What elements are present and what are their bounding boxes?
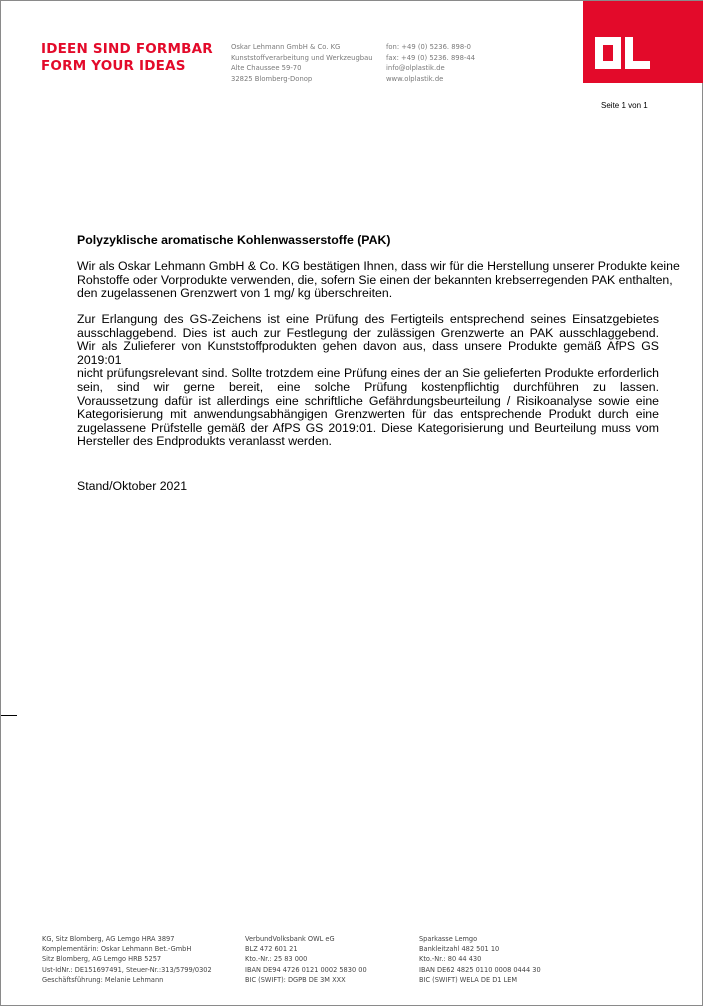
ol-logo [583,1,703,83]
footer-line: Kto.-Nr.: 25 83 000 [245,955,308,964]
paragraph-line: Wir als Zulieferer von Kunststoffprodukten gehen davon aus, dass unsere Produkte gemäß AfPS GS 2019:01 [77,339,659,367]
paragraph-line: zugelassene Prüfstelle gemäß der AfPS GS 2019:01. Diese Kategorisierung und Beurteilung muss vom [77,420,659,435]
company-name: Oskar Lehmann GmbH & Co. KG [231,43,341,51]
footer-line: IBAN DE94 4726 0121 0002 5830 00 [245,965,367,974]
footer-line: Geschäftsführung: Melanie Lehmann [42,975,164,984]
company-address [231,42,373,84]
footer-line: BIC (SWIFT) WELA DE D1 LEM [419,975,518,984]
footer-legal [42,934,212,985]
page-number: Seite 1 von 1 [601,101,648,110]
footer-line: Sparkasse Lemgo [419,935,478,943]
heading-text: Polyzyklische aromatische Kohlenwasserstoffe (PAK) [77,233,391,247]
footer-line: KG, Sitz Blomberg, AG Lemgo HRA 3897 [42,935,175,943]
paragraph-line: Kategorisierung mit anwendungsabhängigen Grenzwerten für das entsprechende Produkt durch eine [77,407,659,422]
ol-logo-mark [595,37,653,71]
paragraph-line: Zur Erlangung des GS-Zeichens ist eine Prüfung des Fertigteils entsprechend seines Einsatzgebietes [77,312,659,326]
fold-mark [1,715,17,716]
footer-line: Sitz Blomberg, AG Lemgo HRB 5257 [42,955,162,964]
paragraph-1 [77,259,680,301]
paragraph-line: Wir als Oskar Lehmann GmbH & Co. KG bestätigen Ihnen, dass wir für die Herstellung unserer Produkte keine [77,259,680,273]
footer-bank-2 [419,934,541,985]
footer-line: BIC (SWIFT): DGPB DE 3M XXX [245,975,346,984]
tagline-english: FORM YOUR IDEAS [41,58,186,74]
tagline [41,41,213,75]
footer-bank-1 [245,934,367,985]
paragraph-2 [77,313,659,449]
company-city: 32825 Blomberg-Donop [231,74,313,83]
company-business: Kunststoffverarbeitung und Werkzeugbau [231,53,373,62]
document-date [77,480,659,494]
footer-line: IBAN DE62 4825 0110 0008 0444 30 [419,965,541,974]
footer-line: Bankleitzahl 482 501 10 [419,945,500,954]
paragraph-line: den zugelassenen Grenzwert von 1 mg/ kg überschreiten. [77,286,393,301]
contact-email: info@olplastik.de [386,64,445,73]
paragraph-line: Voraussetzung dafür ist allerdings eine schriftliche Gefährdungsbeurteilung / Risikoanalyse sowie eine [77,393,659,408]
paragraph-line: ausschlaggebend. Dies ist auch zur Festlegung der zulässigen Grenzwerte an PAK ausschlaggebend. [77,325,659,340]
contact-fax: fax: +49 (0) 5236. 898-44 [386,53,476,62]
footer-line: BLZ 472 601 21 [245,945,298,954]
footer-line: Ust-IdNr.: DE151697491, Steuer-Nr.:313/5799/0302 [42,965,212,974]
paragraph-line: sein, sind wir gerne bereit, eine solche Prüfung kostenpflichtig durchführen zu lassen. [77,379,659,394]
tagline-german: IDEEN SIND FORMBAR [41,41,213,57]
document-heading [77,234,659,248]
footer-line: Kto.-Nr.: 80 44 430 [419,955,482,964]
paragraph-line: Rohstoffe oder Vorprodukte verwenden, die, sofern Sie einen der bekannten krebserregenden PAK enthalten, [77,272,673,287]
contact-phone: fon: +49 (0) 5236. 898-0 [386,43,471,51]
paragraph-line: nicht prüfungsrelevant sind. Sollte trotzdem eine Prüfung eines der an Sie gelieferten Produkte erforderlich [77,366,659,381]
footer-line: VerbundVolksbank OWL eG [245,935,335,943]
footer-line: Komplementärin: Oskar Lehmann Bet.-GmbH [42,945,192,954]
contact-web: www.olplastik.de [386,74,444,83]
company-contact [386,42,475,84]
company-street: Alte Chaussee 59-70 [231,64,302,73]
stand-text: Stand/Oktober 2021 [77,479,188,493]
paragraph-line: Hersteller des Endprodukts veranlasst werden. [77,434,332,449]
